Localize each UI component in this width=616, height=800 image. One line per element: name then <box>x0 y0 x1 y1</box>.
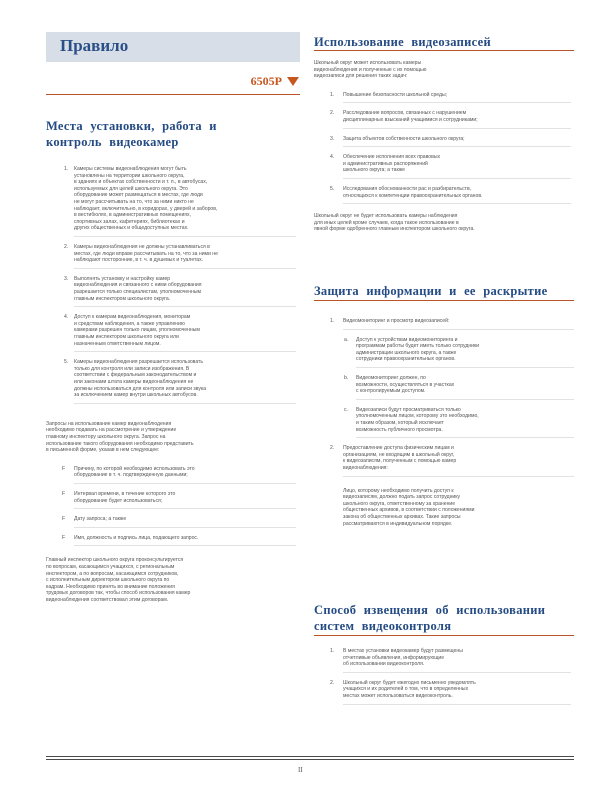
protect-item-line: возможности, осуществляться в участках <box>356 381 455 388</box>
section-heading-notice <box>314 602 574 634</box>
section-heading-locations <box>46 118 300 150</box>
item-divider <box>343 128 571 129</box>
consult-paragraph-line: видеонаблюдения соответствовал этим договорам. <box>46 596 169 603</box>
footer-rule-top <box>46 756 574 757</box>
usage-item-line: Обеспечение исполнения всех правовых <box>343 154 441 161</box>
list-item-line: Камеры системы видеонаблюдения могут быть <box>74 166 187 172</box>
list-number: 3. <box>330 135 335 142</box>
usage-item-line: школьного округа; а также <box>343 167 405 174</box>
usage-item-line: Исследования обоснованности рас и разбирательств, <box>343 186 472 192</box>
usage-outro <box>314 213 574 233</box>
item-divider <box>343 102 571 103</box>
notice-item-line: об использовании видеоконтроля. <box>343 661 425 668</box>
bullet-item <box>74 491 296 504</box>
triangle-down-icon <box>287 77 299 86</box>
list-number: 1. <box>330 318 335 324</box>
usage-outro-line: для иных целей кроме случаев, когда такое использование в <box>314 219 459 226</box>
list-number: 2. <box>330 679 335 686</box>
notice-heading-line1: Способ извещения об использовании <box>314 603 546 617</box>
list-item-line: местах, где люди вправе рассчитывать на то, что за ними не <box>74 250 218 257</box>
list-item <box>74 359 296 399</box>
item-divider <box>343 329 574 330</box>
list-item-line: не могут рассчитывать на то, что за ними никто не <box>74 198 194 205</box>
section-heading-line1: Места установки, работа и <box>46 119 217 133</box>
notice-item <box>343 680 571 700</box>
notice-heading-line2: систем видеоконтроля <box>314 619 452 633</box>
usage-intro-line: Школьный округ может использовать камеры <box>314 60 422 66</box>
list-item-line: соответствии с федеральным законодательством и <box>74 372 197 379</box>
list-item-line: назначенным ответственным лицом. <box>74 340 161 347</box>
protect-paragraph <box>343 488 571 528</box>
item-divider <box>356 367 574 368</box>
protect-item-line: Видеозаписи будут просматриваться только <box>356 406 461 413</box>
usage-item-line: Повышение безопасности школьной среды; <box>343 91 448 98</box>
item-divider <box>343 476 574 477</box>
request-paragraph-line: использование такого оборудования необходимо представить <box>46 440 194 447</box>
list-item-line: или законами штата камеры видеонаблюдения не <box>74 378 194 385</box>
usage-outro-line: Школьный округ не будет использовать камеры наблюдения <box>314 213 458 220</box>
protect-item <box>343 318 574 325</box>
consult-paragraph-line: по вопросам, касающимся учащихся, с региональным <box>46 563 175 570</box>
item-divider <box>74 527 296 528</box>
request-paragraph-line: Запросы на использование камер видеонаблюдения <box>46 420 172 427</box>
protect-paragraph-line: видеозаписям, должно подать запрос сотруднику <box>343 494 461 501</box>
list-item-line: оборудование может размещаться в местах, где люди <box>74 192 203 199</box>
header-divider <box>46 94 300 95</box>
list-item <box>74 314 296 347</box>
bullet-item-line: Интервал времени, в течение которого это <box>74 491 176 497</box>
list-item-line: используемых для целей школьного округа. Это <box>74 185 188 192</box>
list-item-line: только для контроля или записи изображения. В <box>74 365 190 372</box>
bullet-marker: F <box>62 491 66 497</box>
protect-paragraph-line: Лицо, которому необходимо получить доступ к <box>343 487 454 494</box>
usage-item-line: дисциплинарных взысканий учащимися и сотрудниками; <box>343 116 478 123</box>
usage-item-line: и административных распоряжений <box>343 160 428 167</box>
item-divider <box>343 178 571 179</box>
list-item-line: спортивных залах, кафетериях, библиотеках и <box>74 218 185 225</box>
protect-item-line: администрации школьного округа, а также <box>356 349 457 356</box>
usage-item <box>343 154 571 174</box>
bullet-item <box>74 466 296 479</box>
notice-item-line: учащихся и их родителей о том, что в определенных <box>343 686 469 693</box>
page-title: Правило <box>60 36 129 55</box>
list-item-line: главным инспектором школьного округа. <box>74 295 171 302</box>
bullet-item-line: оборудование будет использоваться; <box>74 497 163 504</box>
consult-paragraph-line: кадрам. Необходимо принять во внимание положения <box>46 583 175 590</box>
protect-paragraph-line: рассматриваются в индивидуальном порядке. <box>343 520 453 527</box>
protect-item <box>356 375 574 395</box>
protect-item-line: и таким образом, который исключает <box>356 419 444 426</box>
usage-intro-line: видеонаблюдения и полученные с их помощью <box>314 66 427 73</box>
consult-paragraph-line: Главный инспектор школьного округа проконсультируется <box>46 557 184 564</box>
bullet-marker: F <box>62 534 66 541</box>
item-divider <box>74 545 296 546</box>
request-paragraph-line: необходимо подавать на рассмотрение и утверждение <box>46 427 177 434</box>
consult-paragraph-line: трудовых договоров так, чтобы способ использования камер <box>46 590 191 597</box>
list-item <box>74 276 296 302</box>
title-bar <box>46 32 300 62</box>
protect-item-line: возможность публичного просмотра. <box>356 426 443 433</box>
notice-item <box>343 648 571 668</box>
list-item-line: за исключением камер внутри школьных автобусов. <box>74 392 198 399</box>
section-heading-protect: Защита информации и ее раскрытие <box>314 284 548 298</box>
item-divider <box>343 146 571 147</box>
usage-intro-line: видеозаписи для решения таких задач: <box>314 73 408 80</box>
list-item-line: установлены на территории школьного округа, <box>74 172 185 179</box>
protect-item-line: с контролируемым доступом. <box>356 388 426 395</box>
bullet-item <box>74 535 296 542</box>
bullet-item-line: оборудование в т. ч. подтвержденную данными; <box>74 472 188 479</box>
list-item-line: Камеры видеонаблюдения разрешается использовать <box>74 359 204 366</box>
list-number: a. <box>344 336 349 343</box>
list-number: 2. <box>330 110 335 117</box>
item-divider <box>343 704 571 705</box>
protect-item-line: сотрудники правоохранительных органов. <box>356 356 456 363</box>
item-divider <box>74 403 296 404</box>
protect-item-line: Видеомониторинг и просмотр видеозаписей: <box>343 318 450 324</box>
list-item-line: и средствам наблюдения, а также управлению <box>74 320 185 327</box>
policy-code-label: 6505P <box>250 74 282 88</box>
protect-paragraph-line: общественных архивов, в соответствии с положениями <box>343 507 475 514</box>
item-divider <box>74 508 296 509</box>
list-item-line: видеонаблюдения и связанного с ними оборудования <box>74 282 202 289</box>
notice-item-line: местах может использоваться видеоконтроль. <box>343 692 453 699</box>
notice-item-line: отчетливые объявления, информирующие <box>343 654 445 661</box>
list-item-line: других общественных и общедоступных местах. <box>74 225 189 232</box>
bullet-item <box>74 516 296 523</box>
list-number: 4. <box>330 154 335 161</box>
bullet-marker: F <box>62 516 66 523</box>
usage-item <box>343 92 571 99</box>
item-divider <box>74 268 296 269</box>
list-item-line: наблюдает, включительно, в коридорах, у дверей и заборов, <box>74 205 218 212</box>
footer-rule-bottom <box>46 759 574 760</box>
usage-item <box>343 110 571 123</box>
usage-item <box>343 136 571 143</box>
consult-paragraph-line: с исполнительным директором школьного округа по <box>46 577 170 584</box>
list-item-line: Камеры видеонаблюдения не должны устанавливаться в <box>74 244 210 250</box>
notice-heading-underline <box>314 635 574 636</box>
protect-item-line: программам работы будет иметь только сотрудники <box>356 343 480 350</box>
list-item-line: Доступ к камерам видеонаблюдения, мониторам <box>74 314 191 321</box>
protect-item <box>356 407 574 433</box>
protect-item-line: организациям, не входящим в школьный округ, <box>343 451 455 458</box>
usage-outro-line: явной форме одобренного главным инспектором школьного округа. <box>314 226 475 233</box>
item-divider <box>356 437 574 438</box>
notice-item-line: Школьный округ будет ежегодно письменно уведомлять <box>343 679 476 686</box>
protect-item-line: Доступ к устройствам видеомониторинга и <box>356 336 458 343</box>
item-divider <box>343 203 571 204</box>
item-divider <box>74 306 296 307</box>
list-number: 2. <box>64 244 69 250</box>
item-divider <box>74 236 296 237</box>
list-item <box>74 244 296 264</box>
protect-item <box>356 337 574 363</box>
protect-item <box>343 445 574 471</box>
page-number: II <box>298 766 303 774</box>
protect-item-line: уполномоченным лицом, которому это необходимо, <box>356 413 479 420</box>
item-divider <box>343 672 571 673</box>
bullet-marker: F <box>62 465 66 472</box>
list-item-line: главным инспектором школьного округа или <box>74 333 179 340</box>
list-number: 2. <box>330 445 335 452</box>
usage-item <box>343 186 571 199</box>
list-number: 1. <box>64 166 69 172</box>
list-number: 5. <box>330 186 335 192</box>
protect-heading-underline <box>314 300 574 301</box>
section-heading-line2: контроль видеокамер <box>46 135 179 149</box>
protect-paragraph-line: школьного округа, ответственному за хранение <box>343 500 456 507</box>
protect-item-line: Видеомониторинг должен, по <box>356 375 426 381</box>
request-paragraph <box>46 421 300 454</box>
request-paragraph-line: в письменной форме, указав в нем следующее: <box>46 447 160 454</box>
section-heading-usage: Использование видеозаписей <box>314 35 491 49</box>
list-item-line: наблюдают посторонние, в т. ч. в душевых и туалетах. <box>74 257 204 264</box>
usage-item-line: Защита объектов собственности школьного округа; <box>343 135 465 142</box>
protect-item-line: видеонаблюдения: <box>343 464 388 471</box>
item-divider <box>356 399 574 400</box>
usage-item-line: относящихся к компетенции правоохранительных органов. <box>343 192 483 199</box>
notice-item-line: В местах установки видеокамер будут размещены <box>343 648 463 654</box>
list-number: 1. <box>330 648 335 654</box>
list-number: 1. <box>330 91 335 98</box>
list-number: 5. <box>64 359 69 366</box>
list-item-line: в зданиях и объектах собственности и т. п., в автобусах, <box>74 179 208 186</box>
list-item <box>74 166 296 232</box>
list-item-line: разрешается только специалистам, уполномоченным <box>74 288 202 295</box>
list-item-line: камерами разрешен только лицам, уполномоченным <box>74 327 200 334</box>
list-number: c. <box>344 406 348 413</box>
list-number: 4. <box>64 314 69 321</box>
item-divider <box>74 483 296 484</box>
request-paragraph-line: главному инспектору школьного округа. Запрос на <box>46 433 166 440</box>
list-number: b. <box>344 375 349 381</box>
usage-heading-underline <box>314 50 574 51</box>
bullet-item-line: Имя, должность и подпись лица, подающего запрос. <box>74 534 199 541</box>
usage-item-line: Расследование вопросов, связанных с нарушением <box>343 110 467 117</box>
protect-paragraph-line: закона об общественных архивах. Такие запросы <box>343 513 461 520</box>
list-item-line: в вестибюлях, в административных помещениях, <box>74 212 192 219</box>
bullet-item-line: Дату запроса; а также <box>74 516 127 523</box>
list-item-line: Выполнять установку и настройку камер <box>74 275 171 282</box>
consult-paragraph-line: инспектором, а по вопросам, касающимся сотрудников, <box>46 570 179 577</box>
list-number: 3. <box>64 275 69 282</box>
policy-code <box>240 74 300 90</box>
list-item-line: должны использоваться для контроля или записи звука <box>74 385 207 392</box>
protect-item-line: Предоставление доступа физическим лицам и <box>343 445 454 452</box>
protect-item-line: к видеозаписям, полученным с помощью камер <box>343 458 457 465</box>
bullet-item-line: Причину, по которой необходимо использовать это <box>74 465 195 472</box>
consult-paragraph <box>46 557 300 603</box>
item-divider <box>74 351 296 352</box>
usage-intro <box>314 60 574 80</box>
